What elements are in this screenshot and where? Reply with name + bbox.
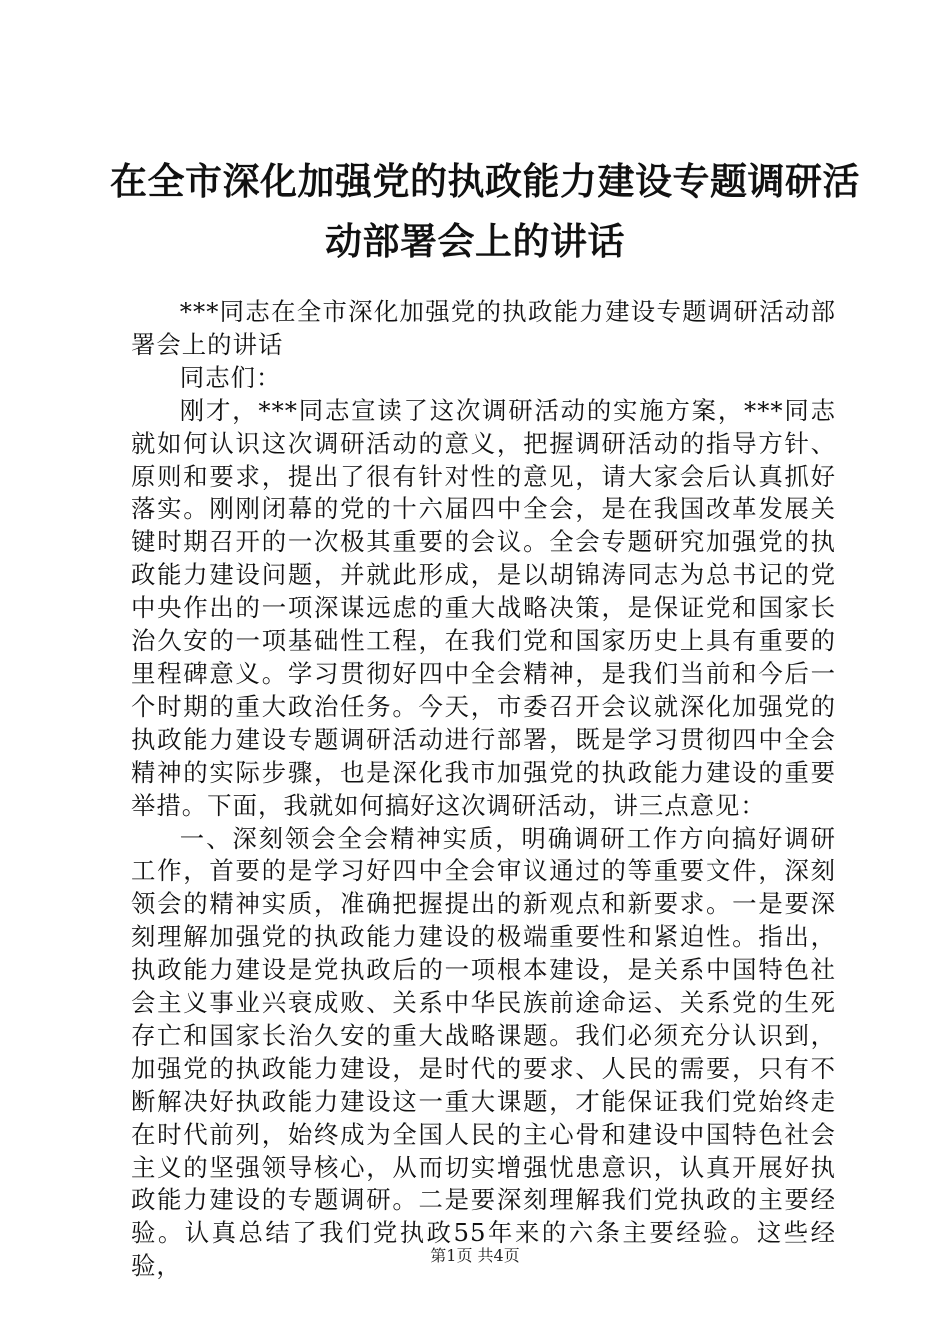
paragraph-introduction: 刚才，***同志宣读了这次调研活动的实施方案，***同志就如何认识这次调研活动的意义，把握调研活动的指导方针、原则和要求，提出了很有针对性的意见，请大家会后认真抓好落实。刚刚闭幕的党的十六届四中全会，是在我国改革发展关键时期召开的一次极其重要的会议。全会专题研究加强党的执政能力建设问题，并就此形成，是以胡锦涛同志为总书记的党中央作出的一项深谋远虑的重大战略决策，是保证党和国家长治久安的一项基础性工程，在我们党和国家历史上具有重要的里程碑意义。学习贯彻好四中全会精神，是我们当前和今后一个时期的重大政治任务。今天，市委召开会议就深化加强党的执政能力建设专题调研活动进行部署，既是学习贯彻四中全会精神的实际步骤，也是深化我市加强党的执政能力建设的重要举措。下面，我就如何搞好这次调研活动，讲三点意见： [131,395,836,820]
document-body [131,296,836,1283]
document-title-line-2: 动部署会上的讲话 [325,220,625,263]
document-title-line-1: 在全市深化加强党的执政能力建设专题调研活 [110,160,860,203]
page-number-footer: 第1页 共4页 [430,1246,520,1265]
paragraph-salutation: 同志们： [179,362,282,392]
paragraph-speech-subtitle: ***同志在全市深化加强党的执政能力建设专题调研活动部署会上的讲话 [131,297,836,359]
paragraph-section-one: 一、深刻领会全会精神实质，明确调研工作方向搞好调研工作，首要的是学习好四中全会审议通过的等重要文件，深刻领会的精神实质，准确把握提出的新观点和新要求。一是要深刻理解加强党的执政能力建设的极端重要性和紧迫性。指出，执政能力建设是党执政后的一项根本建设，是关系中国特色社会主义事业兴衰成败、关系中华民族前途命运、关系党的生死存亡和国家长治久安的重大战略课题。我们必须充分认识到，加强党的执政能力建设，是时代的要求、人民的需要，只有不断解决好执政能力建设这一重大课题，才能保证我们党始终走在时代前列，始终成为全国人民的主心骨和建设中国特色社会主义的坚强领导核心，从而切实增强忧患意识，认真开展好执政能力建设的专题调研。二是要深刻理解我们党执政的主要经验。认真总结了我们党执政55年来的六条主要经验。这些经验， [131,823,836,1281]
